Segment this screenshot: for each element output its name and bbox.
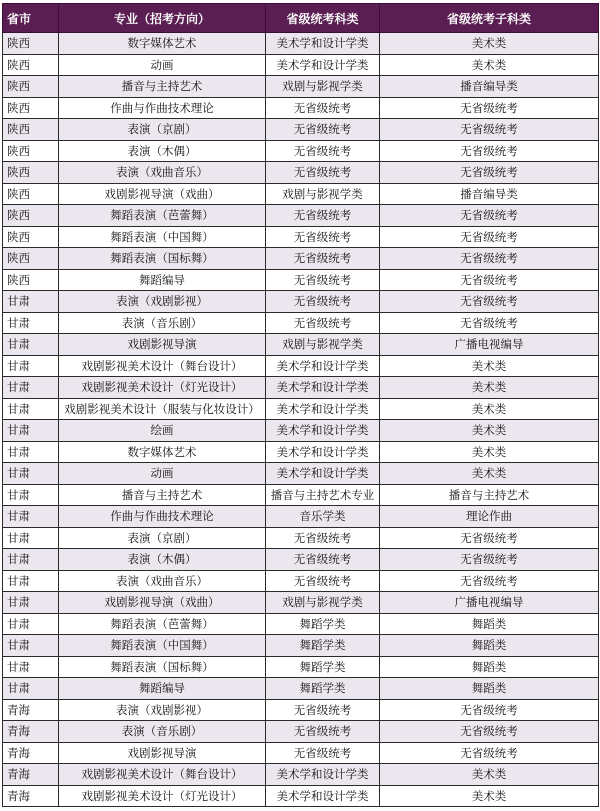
- cell-exam-category: 无省级统考: [266, 721, 380, 743]
- cell-exam-subcategory: 播音编导类: [380, 183, 599, 205]
- cell-exam-category: 舞蹈学类: [266, 656, 380, 678]
- cell-exam-subcategory: 无省级统考: [380, 140, 599, 162]
- cell-exam-subcategory: 美术类: [380, 441, 599, 463]
- cell-exam-subcategory: 舞蹈类: [380, 656, 599, 678]
- cell-province: 甘肃: [3, 635, 59, 657]
- cell-major: 戏剧影视美术设计（灯光设计）: [59, 785, 266, 807]
- cell-exam-category: 无省级统考: [266, 97, 380, 119]
- cell-exam-subcategory: 无省级统考: [380, 312, 599, 334]
- table-row: [3, 463, 599, 485]
- cell-major: 表演（木偶）: [59, 549, 266, 571]
- cell-major: 表演（戏剧影视）: [59, 291, 266, 313]
- cell-exam-subcategory: 无省级统考: [380, 226, 599, 248]
- table-row: [3, 97, 599, 119]
- cell-exam-category: 美术学和设计学类: [266, 377, 380, 399]
- table-row: [3, 205, 599, 227]
- cell-exam-subcategory: 无省级统考: [380, 527, 599, 549]
- cell-province: 甘肃: [3, 441, 59, 463]
- cell-major: 戏剧影视美术设计（灯光设计）: [59, 377, 266, 399]
- table-row: [3, 162, 599, 184]
- cell-major: 舞蹈表演（芭蕾舞）: [59, 205, 266, 227]
- cell-major: 表演（戏曲音乐）: [59, 570, 266, 592]
- table-row: [3, 334, 599, 356]
- cell-exam-category: 无省级统考: [266, 570, 380, 592]
- cell-exam-category: 无省级统考: [266, 549, 380, 571]
- cell-exam-category: 音乐学类: [266, 506, 380, 528]
- cell-exam-category: 无省级统考: [266, 226, 380, 248]
- cell-exam-subcategory: 无省级统考: [380, 162, 599, 184]
- cell-major: 表演（音乐剧）: [59, 721, 266, 743]
- table-row: [3, 54, 599, 76]
- cell-major: 表演（京剧）: [59, 119, 266, 141]
- cell-major: 戏剧影视美术设计（舞台设计）: [59, 355, 266, 377]
- table-row: [3, 377, 599, 399]
- cell-exam-subcategory: 无省级统考: [380, 721, 599, 743]
- cell-province: 青海: [3, 721, 59, 743]
- cell-exam-subcategory: 无省级统考: [380, 119, 599, 141]
- cell-province: 甘肃: [3, 484, 59, 506]
- header-major: 专业（招考方向）: [59, 4, 266, 33]
- cell-exam-category: 美术学和设计学类: [266, 33, 380, 55]
- cell-province: 甘肃: [3, 463, 59, 485]
- cell-exam-category: 美术学和设计学类: [266, 355, 380, 377]
- cell-exam-subcategory: 美术类: [380, 398, 599, 420]
- cell-province: 甘肃: [3, 377, 59, 399]
- cell-exam-category: 无省级统考: [266, 699, 380, 721]
- cell-exam-category: 无省级统考: [266, 205, 380, 227]
- cell-exam-category: 无省级统考: [266, 140, 380, 162]
- cell-exam-subcategory: 无省级统考: [380, 742, 599, 764]
- cell-exam-category: 美术学和设计学类: [266, 764, 380, 786]
- cell-major: 舞蹈表演（中国舞）: [59, 226, 266, 248]
- table-row: [3, 248, 599, 270]
- table-row: [3, 527, 599, 549]
- cell-major: 数字媒体艺术: [59, 33, 266, 55]
- cell-major: 表演（音乐剧）: [59, 312, 266, 334]
- table-row: [3, 699, 599, 721]
- cell-exam-subcategory: 广播电视编导: [380, 592, 599, 614]
- table-row: [3, 226, 599, 248]
- table-row: [3, 269, 599, 291]
- cell-exam-category: 戏剧与影视学类: [266, 76, 380, 98]
- cell-exam-subcategory: 美术类: [380, 764, 599, 786]
- cell-province: 陕西: [3, 119, 59, 141]
- cell-exam-subcategory: 播音与主持艺术: [380, 484, 599, 506]
- cell-major: 绘画: [59, 420, 266, 442]
- cell-exam-subcategory: 理论作曲: [380, 506, 599, 528]
- table-row: [3, 570, 599, 592]
- cell-exam-subcategory: 无省级统考: [380, 699, 599, 721]
- cell-exam-subcategory: 舞蹈类: [380, 613, 599, 635]
- table-row: [3, 484, 599, 506]
- cell-province: 甘肃: [3, 355, 59, 377]
- cell-exam-category: 播音与主持艺术专业: [266, 484, 380, 506]
- cell-exam-category: 美术学和设计学类: [266, 463, 380, 485]
- cell-major: 戏剧影视导演: [59, 742, 266, 764]
- cell-exam-subcategory: 美术类: [380, 355, 599, 377]
- cell-province: 青海: [3, 699, 59, 721]
- table-row: [3, 398, 599, 420]
- cell-province: 青海: [3, 785, 59, 807]
- table-row: [3, 656, 599, 678]
- cell-major: 表演（木偶）: [59, 140, 266, 162]
- cell-major: 戏剧影视导演（戏曲）: [59, 592, 266, 614]
- cell-province: 甘肃: [3, 334, 59, 356]
- exam-category-table: [2, 3, 599, 807]
- table-row: [3, 764, 599, 786]
- cell-exam-subcategory: 美术类: [380, 785, 599, 807]
- table-header-row: [3, 4, 599, 33]
- cell-major: 播音与主持艺术: [59, 484, 266, 506]
- cell-exam-subcategory: 美术类: [380, 420, 599, 442]
- cell-exam-category: 无省级统考: [266, 527, 380, 549]
- cell-exam-subcategory: 舞蹈类: [380, 635, 599, 657]
- cell-exam-subcategory: 无省级统考: [380, 205, 599, 227]
- table-row: [3, 119, 599, 141]
- cell-exam-category: 无省级统考: [266, 269, 380, 291]
- table-row: [3, 742, 599, 764]
- table-row: [3, 183, 599, 205]
- cell-major: 舞蹈编导: [59, 269, 266, 291]
- cell-province: 陕西: [3, 269, 59, 291]
- cell-major: 舞蹈表演（国标舞）: [59, 656, 266, 678]
- cell-exam-category: 美术学和设计学类: [266, 785, 380, 807]
- table-row: [3, 549, 599, 571]
- cell-major: 戏剧影视美术设计（舞台设计）: [59, 764, 266, 786]
- table-row: [3, 785, 599, 807]
- cell-exam-category: 舞蹈学类: [266, 678, 380, 700]
- cell-province: 甘肃: [3, 678, 59, 700]
- table-row: [3, 355, 599, 377]
- cell-exam-subcategory: 无省级统考: [380, 291, 599, 313]
- cell-exam-category: 美术学和设计学类: [266, 420, 380, 442]
- table-row: [3, 291, 599, 313]
- cell-province: 甘肃: [3, 613, 59, 635]
- cell-major: 舞蹈表演（国标舞）: [59, 248, 266, 270]
- cell-exam-category: 美术学和设计学类: [266, 398, 380, 420]
- cell-exam-subcategory: 美术类: [380, 463, 599, 485]
- cell-exam-subcategory: 舞蹈类: [380, 678, 599, 700]
- cell-exam-subcategory: 美术类: [380, 33, 599, 55]
- cell-province: 甘肃: [3, 549, 59, 571]
- cell-province: 甘肃: [3, 291, 59, 313]
- cell-exam-category: 无省级统考: [266, 119, 380, 141]
- cell-exam-category: 无省级统考: [266, 742, 380, 764]
- cell-exam-subcategory: 播音编导类: [380, 76, 599, 98]
- cell-exam-subcategory: 无省级统考: [380, 248, 599, 270]
- cell-major: 舞蹈表演（中国舞）: [59, 635, 266, 657]
- cell-province: 甘肃: [3, 506, 59, 528]
- cell-exam-subcategory: 美术类: [380, 54, 599, 76]
- cell-major: 表演（戏曲音乐）: [59, 162, 266, 184]
- cell-exam-category: 舞蹈学类: [266, 613, 380, 635]
- header-exam-category: 省级统考科类: [266, 4, 380, 33]
- cell-province: 陕西: [3, 76, 59, 98]
- cell-exam-subcategory: 美术类: [380, 377, 599, 399]
- cell-exam-category: 戏剧与影视学类: [266, 183, 380, 205]
- table-row: [3, 33, 599, 55]
- cell-major: 作曲与作曲技术理论: [59, 506, 266, 528]
- cell-province: 甘肃: [3, 592, 59, 614]
- cell-province: 陕西: [3, 97, 59, 119]
- cell-major: 表演（京剧）: [59, 527, 266, 549]
- table-row: [3, 506, 599, 528]
- table-row: [3, 721, 599, 743]
- cell-province: 甘肃: [3, 420, 59, 442]
- table-row: [3, 678, 599, 700]
- table-row: [3, 140, 599, 162]
- table-row: [3, 635, 599, 657]
- cell-province: 陕西: [3, 226, 59, 248]
- cell-province: 青海: [3, 742, 59, 764]
- table-row: [3, 420, 599, 442]
- cell-exam-category: 无省级统考: [266, 291, 380, 313]
- cell-major: 播音与主持艺术: [59, 76, 266, 98]
- table-row: [3, 312, 599, 334]
- cell-exam-category: 舞蹈学类: [266, 635, 380, 657]
- cell-exam-subcategory: 无省级统考: [380, 570, 599, 592]
- cell-major: 戏剧影视导演: [59, 334, 266, 356]
- cell-major: 舞蹈编导: [59, 678, 266, 700]
- cell-exam-category: 无省级统考: [266, 248, 380, 270]
- cell-major: 动画: [59, 54, 266, 76]
- cell-province: 陕西: [3, 33, 59, 55]
- cell-major: 作曲与作曲技术理论: [59, 97, 266, 119]
- table-row: [3, 592, 599, 614]
- header-province: 省市: [3, 4, 59, 33]
- cell-province: 青海: [3, 764, 59, 786]
- cell-exam-category: 戏剧与影视学类: [266, 592, 380, 614]
- cell-exam-category: 戏剧与影视学类: [266, 334, 380, 356]
- table-row: [3, 76, 599, 98]
- cell-exam-category: 无省级统考: [266, 312, 380, 334]
- cell-major: 动画: [59, 463, 266, 485]
- cell-exam-subcategory: 无省级统考: [380, 269, 599, 291]
- cell-province: 甘肃: [3, 656, 59, 678]
- cell-province: 陕西: [3, 205, 59, 227]
- cell-province: 甘肃: [3, 570, 59, 592]
- cell-province: 陕西: [3, 140, 59, 162]
- cell-major: 戏剧影视导演（戏曲）: [59, 183, 266, 205]
- cell-province: 陕西: [3, 162, 59, 184]
- cell-province: 陕西: [3, 54, 59, 76]
- cell-province: 陕西: [3, 183, 59, 205]
- cell-exam-subcategory: 广播电视编导: [380, 334, 599, 356]
- cell-province: 甘肃: [3, 312, 59, 334]
- cell-exam-subcategory: 无省级统考: [380, 97, 599, 119]
- table-body: [3, 33, 599, 807]
- cell-province: 甘肃: [3, 527, 59, 549]
- cell-major: 数字媒体艺术: [59, 441, 266, 463]
- header-exam-subcategory: 省级统考子科类: [380, 4, 599, 33]
- cell-exam-subcategory: 无省级统考: [380, 549, 599, 571]
- cell-major: 舞蹈表演（芭蕾舞）: [59, 613, 266, 635]
- cell-major: 表演（戏剧影视）: [59, 699, 266, 721]
- cell-province: 陕西: [3, 248, 59, 270]
- cell-exam-category: 美术学和设计学类: [266, 441, 380, 463]
- table-row: [3, 441, 599, 463]
- cell-major: 戏剧影视美术设计（服装与化妆设计）: [59, 398, 266, 420]
- cell-exam-category: 美术学和设计学类: [266, 54, 380, 76]
- cell-province: 甘肃: [3, 398, 59, 420]
- table-row: [3, 613, 599, 635]
- cell-exam-category: 无省级统考: [266, 162, 380, 184]
